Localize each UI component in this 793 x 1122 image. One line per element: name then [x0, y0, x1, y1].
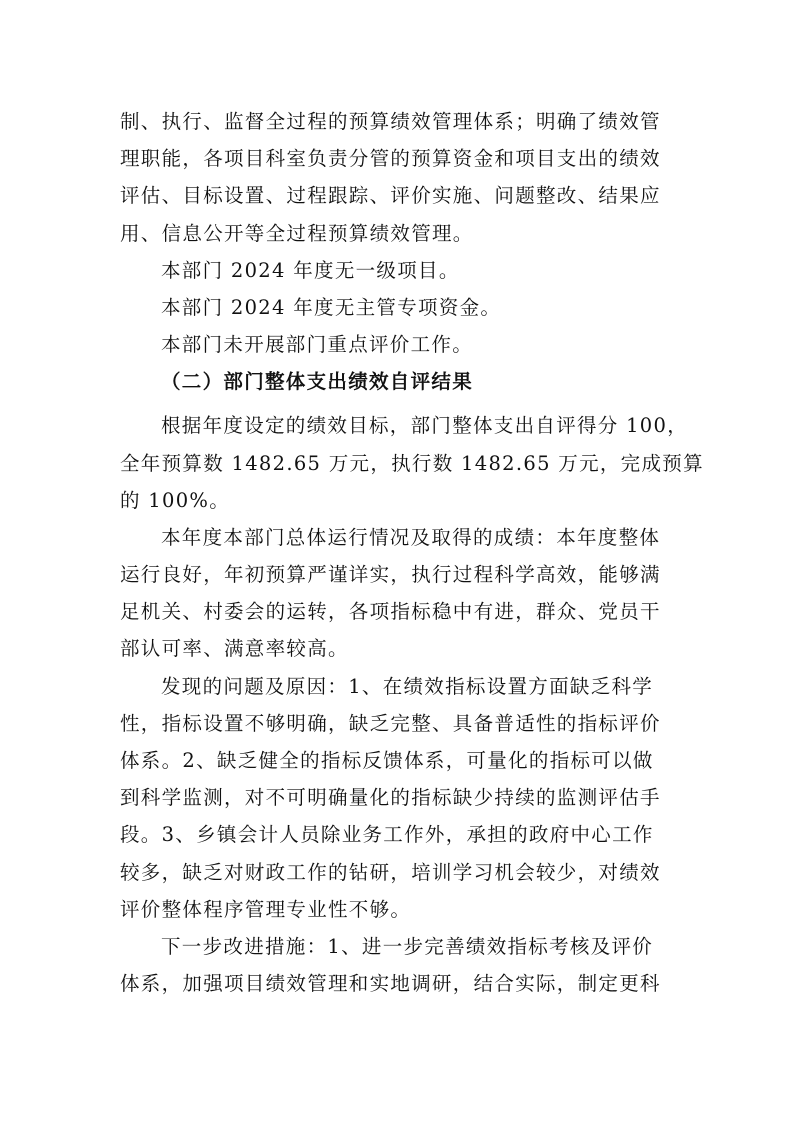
paragraph-line: 体系。2、缺乏健全的指标反馈体系，可量化的指标可以做 [120, 749, 654, 772]
paragraph-line: 本年度本部门总体运行情况及取得的成绩：本年度整体 [161, 525, 661, 549]
paragraph-line: 评估、目标设置、过程跟踪、评价实施、问题整改、结果应 [120, 184, 661, 208]
paragraph-line: 本部门 2024 年度无主管专项资金。 [161, 295, 502, 319]
paragraph-line: 本部门未开展部门重点评价工作。 [161, 333, 474, 357]
paragraph-line: 部认可率、满意率较高。 [120, 637, 349, 661]
paragraph-line: 运行良好，年初预算严谨详实，执行过程科学高效，能够满 [120, 563, 661, 587]
paragraph-line: 本部门 2024 年度无一级项目。 [161, 258, 460, 282]
paragraph-line: 全年预算数 1482.65 万元，执行数 1482.65 万元，完成预算 [120, 451, 704, 475]
paragraph-line: 根据年度设定的绩效目标，部门整体支出自评得分 100， [161, 414, 689, 438]
section-heading: （二）部门整体支出绩效自评结果 [161, 370, 474, 394]
paragraph-line: 制、执行、监督全过程的预算绩效管理体系；明确了绩效管 [120, 110, 661, 133]
paragraph-line: 的 100%。 [120, 488, 231, 512]
paragraph-line: 较多，缺乏对财政工作的钻研，培训学习机会较少，对绩效 [120, 860, 661, 884]
paragraph-line: 发现的问题及原因：1、在绩效指标设置方面缺乏科学 [161, 674, 654, 698]
paragraph-line: 段。3、乡镇会计人员除业务工作外，承担的政府中心工作 [120, 823, 654, 847]
document-body [120, 103, 704, 1002]
paragraph-line: 体系，加强项目绩效管理和实地调研，结合实际，制定更科 [120, 972, 661, 996]
paragraph-line: 用、信息公开等全过程预算绩效管理。 [120, 221, 474, 245]
paragraph-line: 足机关、村委会的运转，各项指标稳中有进，群众、党员干 [120, 600, 661, 624]
paragraph-line: 评价整体程序管理专业性不够。 [120, 897, 412, 921]
paragraph-line: 性，指标设置不够明确，缺乏完整、具备普适性的指标评价 [120, 711, 661, 735]
paragraph-line: 理职能，各项目科室负责分管的预算资金和项目支出的绩效 [120, 147, 661, 171]
paragraph-line: 到科学监测，对不可明确量化的指标缺少持续的监测评估手 [120, 786, 661, 810]
paragraph-line: 下一步改进措施：1、进一步完善绩效指标考核及评价 [161, 934, 654, 958]
